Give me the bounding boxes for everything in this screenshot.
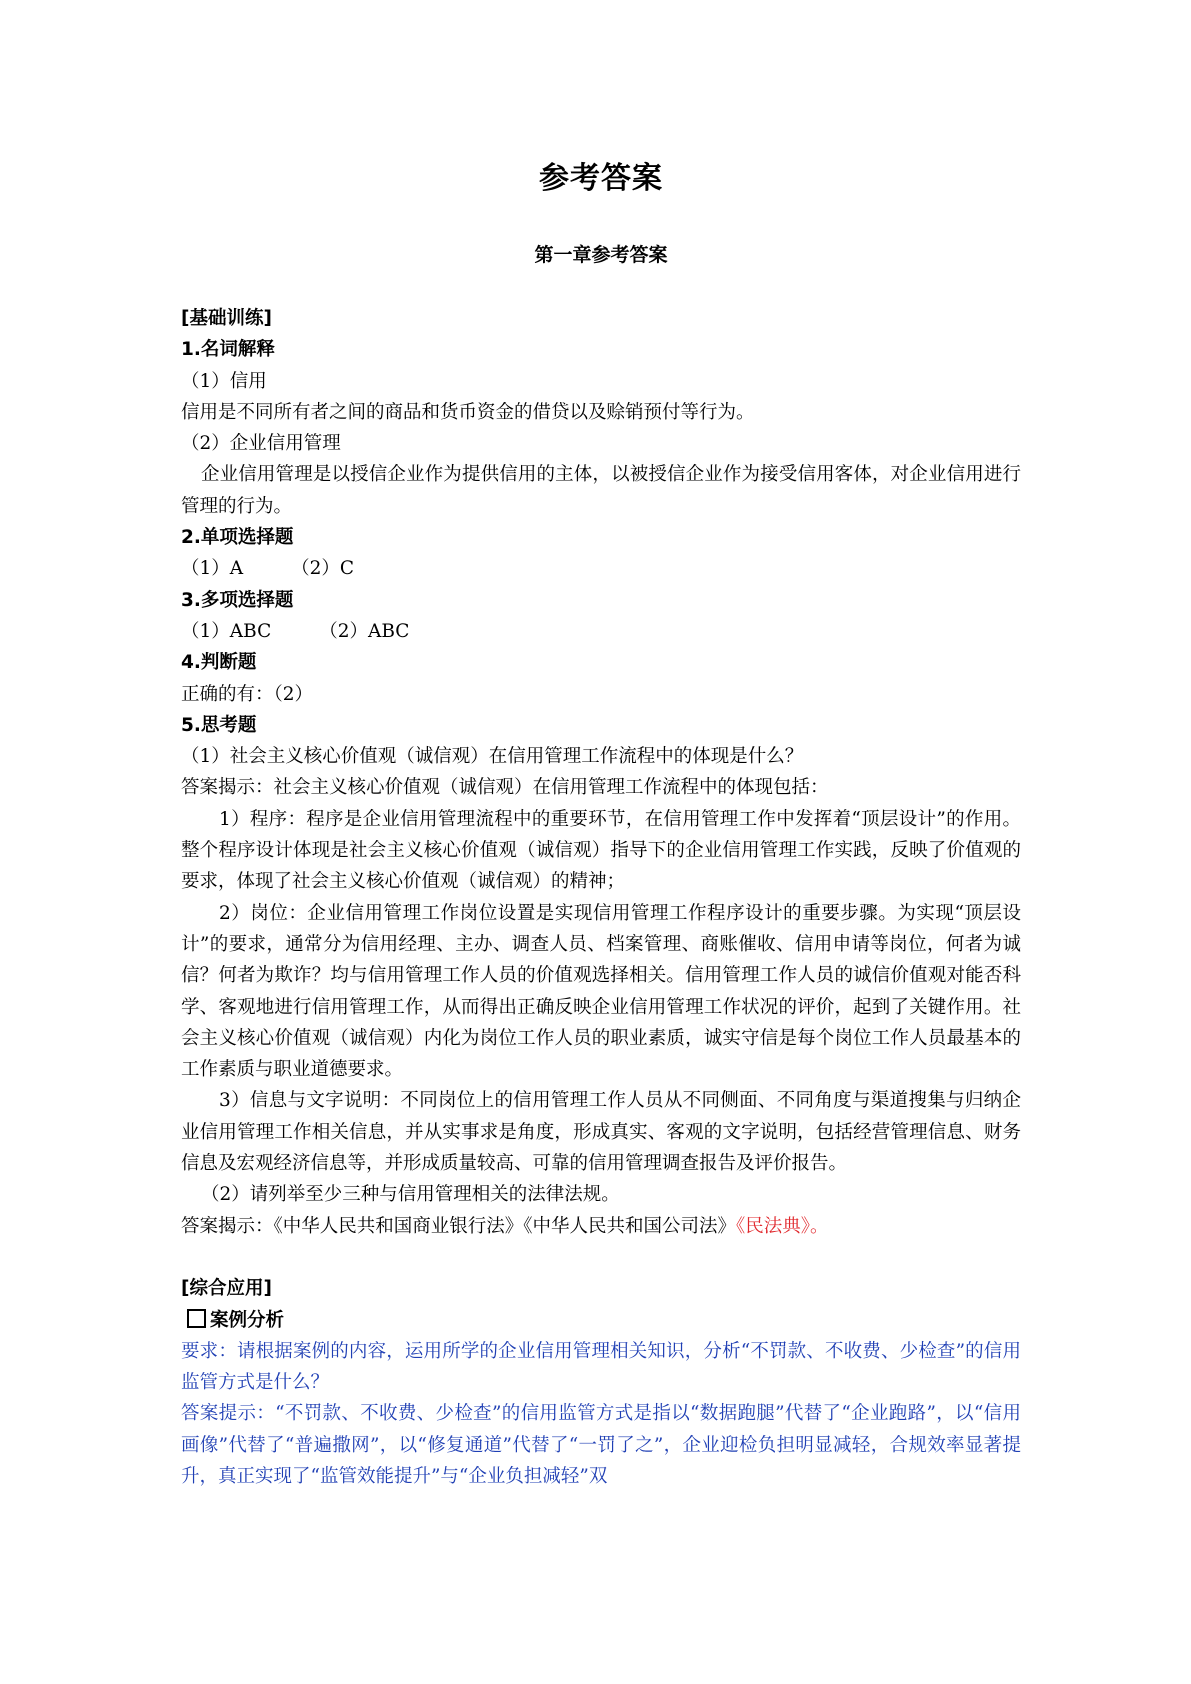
section-heading-applied: [综合应用]: [181, 1278, 272, 1300]
single-choice-answer-1: （1）A: [181, 558, 244, 580]
chapter-title: 第一章参考答案: [534, 244, 668, 266]
page-title: 参考答案: [539, 161, 663, 196]
multiple-choice-answers: [181, 616, 1021, 647]
case-requirement: 要求：请根据案例的内容，运用所学的企业信用管理相关知识，分析“不罚款、不收费、少检查”的信用监管方式是什么？: [181, 1340, 1021, 1394]
question-heading-2: 2.单项选择题: [181, 527, 294, 549]
discussion-answer-1-intro: 答案揭示：社会主义核心价值观（诚信观）在信用管理工作流程中的体现包括：: [181, 777, 829, 799]
discussion-answer-2-highlight: 《民法典》。: [736, 1215, 829, 1237]
question-heading-5: 5.思考题: [181, 714, 257, 736]
case-analysis-label: 案例分析: [210, 1309, 285, 1331]
single-choice-answer-2: （2）C: [291, 558, 355, 580]
true-false-answer: 正确的有：（2）: [181, 683, 314, 705]
term-definition-credit-management: 企业信用管理是以授信企业作为提供信用的主体，以被授信企业作为接受信用客体，对企业信用进行管理的行为。: [181, 464, 1021, 517]
term-definition-credit: 信用是不同所有者之间的商品和货币资金的借贷以及赊销预付等行为。: [181, 401, 755, 423]
term-label-credit: （1）信用: [181, 370, 267, 392]
discussion-answer-2-text: 答案揭示：《中华人民共和国商业银行法》《中华人民共和国公司法》: [181, 1215, 737, 1237]
multiple-choice-answer-2: （2）ABC: [319, 620, 410, 642]
checkbox-icon: [187, 1309, 206, 1328]
case-analysis-heading: [181, 1305, 1021, 1336]
case-answer: 答案提示：“不罚款、不收费、少检查”的信用监管方式是指以“数据跑腿”代替了“企业跑路”，以“信用画像”代替了“普遍撒网”，以“修复通道”代替了“一罚了之”，企业迎检负担明显减轻，合规效率显著提升，真正实现了“监管效能提升”与“企业负担减轻”双: [181, 1403, 1021, 1487]
discussion-question-1: （1）社会主义核心价值观（诚信观）在信用管理工作流程中的体现是什么？: [181, 746, 804, 768]
discussion-answer-2: [181, 1211, 1021, 1242]
discussion-point-position: 2）岗位：企业信用管理工作岗位设置是实现信用管理工作程序设计的重要步骤。为实现“顶层设计”的要求，通常分为信用经理、主办、调查人员、档案管理、商账催收、信用申请等岗位，何者为诚信？何者为欺诈？均与信用管理工作人员的价值观选择相关。信用管理工作人员的诚信价值观对能否科学、客观地进行信用管理工作，从而得出正确反映企业信用管理工作状况的评价，起到了关键作用。社会主义核心价值观（诚信观）内化为岗位工作人员的职业素质，诚实守信是每个岗位工作人员最基本的工作素质与职业道德要求。: [181, 902, 1021, 1081]
discussion-question-2: （2）请列举至少三种与信用管理相关的法律法规。: [201, 1184, 620, 1206]
question-heading-3: 3.多项选择题: [181, 589, 294, 611]
term-label-credit-management: （2）企业信用管理: [181, 433, 341, 455]
section-heading-basic: [基础训练]: [181, 308, 272, 329]
document-body: [181, 303, 1021, 1492]
question-heading-1: 1.名词解释: [181, 339, 275, 361]
multiple-choice-answer-1: （1）ABC: [181, 620, 272, 642]
question-heading-4: 4.判断题: [181, 652, 257, 674]
discussion-point-information: 3）信息与文字说明：不同岗位上的信用管理工作人员从不同侧面、不同角度与渠道搜集与归纳企业信用管理工作相关信息，并从实事求是角度，形成真实、客观的文字说明，包括经营管理信息、财务信息及宏观经济信息等，并形成质量较高、可靠的信用管理调查报告及评价报告。: [181, 1090, 1021, 1175]
single-choice-answers: [181, 553, 1021, 584]
discussion-point-procedure: 1）程序：程序是企业信用管理流程中的重要环节，在信用管理工作中发挥着“顶层设计”的作用。整个程序设计体现是社会主义核心价值观（诚信观）指导下的企业信用管理工作实践，反映了价值观的要求，体现了社会主义核心价值观（诚信观）的精神；: [181, 808, 1021, 893]
section-spacer: [181, 1242, 1021, 1273]
